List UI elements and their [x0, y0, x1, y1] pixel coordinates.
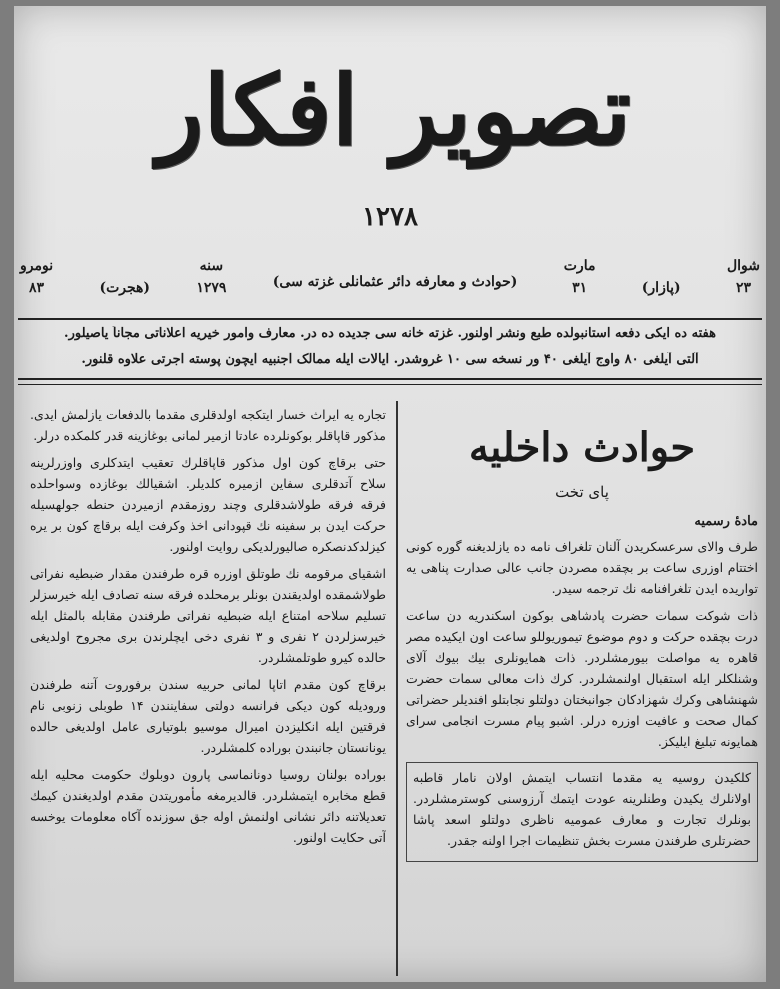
column-divider — [396, 401, 398, 976]
issue-cell — [20, 258, 53, 306]
paper-motto: (حوادث و معارفه دائر عثمانلی غزته سی) — [272, 274, 518, 290]
year-cell — [196, 258, 226, 306]
section-title-domestic-news: حوادث داخلیه — [468, 424, 696, 471]
year-value: ۱۲۷۹ — [196, 280, 227, 296]
shawwal-cell — [727, 258, 760, 306]
issue-number: ۸۳ — [29, 280, 45, 296]
year-label: سنه — [199, 258, 224, 274]
hijri-cell — [99, 258, 150, 306]
article-paragraph: ذات شوکت سمات حضرت پادشاهی بوکون اسکندریه دن ساعت درت بچقده حرکت و دوم موضوع تیموریوللو ساعت اون ایکیده مصر قاهره یه مواصلت بیورمشلردر. ذات همایونلری بیك بیوك آلای وشنلکلر ایله استقبال اولنمشلردر. کرك ذات معالی سمات حضرت شهنشاهی وکرك شهزادکان جوانبختان دولتلو نجابتلو افندیلر حضراتی کمال صحت و عافیت اوزره درلر. اشبو پیام مسرت انجامی سرای همایونه تبلیغ ایلیکز. — [406, 608, 758, 749]
shawwal-day: ۲۳ — [735, 280, 751, 296]
article-paragraph: طرف والای سرعسکریدن آلنان تلغراف نامه ده یازلدیغنه گوره کونی اختتام اوزری ساعت بر بچقده مصردن جانب عالی صدارت پناهی یه تواریده ایدن تلغرافنامه نك ترجمه سیدر. — [406, 539, 758, 596]
article-paragraph: برقاچ کون مقدم اتاپا لمانی حربیه سندن برفوروت آتنه طرفندن ورودیله کون دیکی فرانسه دولتی سفاینندن ۱۴ طوبلی زنوبی نام فرقتین ایله انکلیزدن امیرال موسیو بلوتیاری عامل اولدیغی حالده یونانستان جانبندن بوراده کلمشلردر. — [30, 677, 386, 755]
march-day: ۳۱ — [572, 280, 588, 296]
date-info-row — [20, 258, 760, 306]
section-subtitle-capital: پای تخت — [555, 483, 609, 501]
article-paragraph: اشقیای مرقومه نك طوتلق اوزره قره طرفندن مقدار ضبطیه نفراتی طولاشمقده اولدیقندن بونلر برمحلده فرقه سنه تصادف ایله خیرسزلر تسلیم سلاحه امتناع ایله ضبطیه نفراتی طرفندن مقابله بالمثل ایله خیرسزلردن ۲ نفری و ۳ نفری دخی ایچلرندن بری مجروح اولدیغی حالده کیرو طوتلمشلردر. — [30, 566, 386, 665]
weekday-value: (پازار) — [641, 280, 681, 296]
hijri-label: (هجرت) — [99, 280, 151, 296]
march-cell — [564, 258, 596, 306]
article-paragraph: بوراده بولنان روسیا دونانماسی پارون دوبلوك حکومت محلیه ایله قطع مخابره ایتمشلردر. قالدیرمغه مأموریتدن مقدم اولدیغندن کیمك تعدیلاتنه دائر نشانی اولنمش اوله جق سوزنده آکاه معلومات یوخسه آتی حکایت اولنور. — [30, 767, 386, 845]
masthead-year: ۱۲۷۸ — [362, 202, 418, 232]
left-column — [30, 404, 386, 974]
weekday-cell — [642, 258, 681, 306]
issue-label: نومرو — [20, 258, 54, 274]
official-item-heading: مادهٔ رسمیه — [694, 514, 758, 529]
masthead — [114, 26, 674, 196]
boxed-notice-text: کلکیدن روسیه یه مقدما انتساب ایتمش اولان نامار قاطبه اولانلرك یکیدن وطنلرینه عودت ایتمك آرزوسنی کوسترمشلردر. بونلرك تجارت و معارف عمومیه ناظری دولتلو اسعد پاشا حضرتلری طرفندن مسرت بخش تنظیمات اجرا اولنه جقدر. — [413, 770, 751, 848]
shawwal-label: شوال — [726, 258, 760, 274]
march-label: مارت — [563, 258, 596, 274]
divider-rule — [18, 378, 762, 380]
subscription-notice-line2: آلتی آیلغی ۸۰ واوج آیلغی ۴۰ ور نسخه سی ۱۰ غروشدر. ایالات ایله ممالک اجنبیه ایچون پوسته اجرتی علاوه قلنور. — [81, 352, 699, 367]
divider-rule — [18, 318, 762, 320]
article-paragraph: حتی برقاچ کون اول مذکور قاپاقلرك تعقیب ایتدکلری واوزرلرینه سلاح آتدقلری سفاین ازمیره کلدیلر. اشقیالك بوغازده وسواحلده فرقه فرقه طولاشدقلری وچند روزمقدم ازمیردن حنطه جولهسیله حرکت ایدن بر سفینه نك قپودانی اخذ وکرفت ایله برقاچ کون بر یره کیزلدکدنصکره صالیورلدیکی روایت اولنور. — [30, 455, 386, 554]
newspaper-page — [14, 6, 766, 982]
boxed-notice — [406, 762, 758, 862]
article-paragraph: تجاره یه ایراث خسار ایتکجه اولدقلری مقدما بالدفعات یازلمش ایدی. مذکور قاپاقلر بوکونلرده عادتا ازمیر لمانی بوغازینه قدر کلمکده درلر. — [30, 407, 386, 443]
divider-rule-thin — [18, 384, 762, 385]
right-column — [406, 404, 758, 974]
subscription-notice-line1: هفته ده ایکی دفعه استانبولده طبع ونشر اولنور. غزته خانه سی جدیده ده در. معارف وامور خیریه اعلاناتی مجاناً یاصیلور. — [64, 326, 716, 341]
masthead-title: تصویر افکار — [157, 54, 631, 167]
